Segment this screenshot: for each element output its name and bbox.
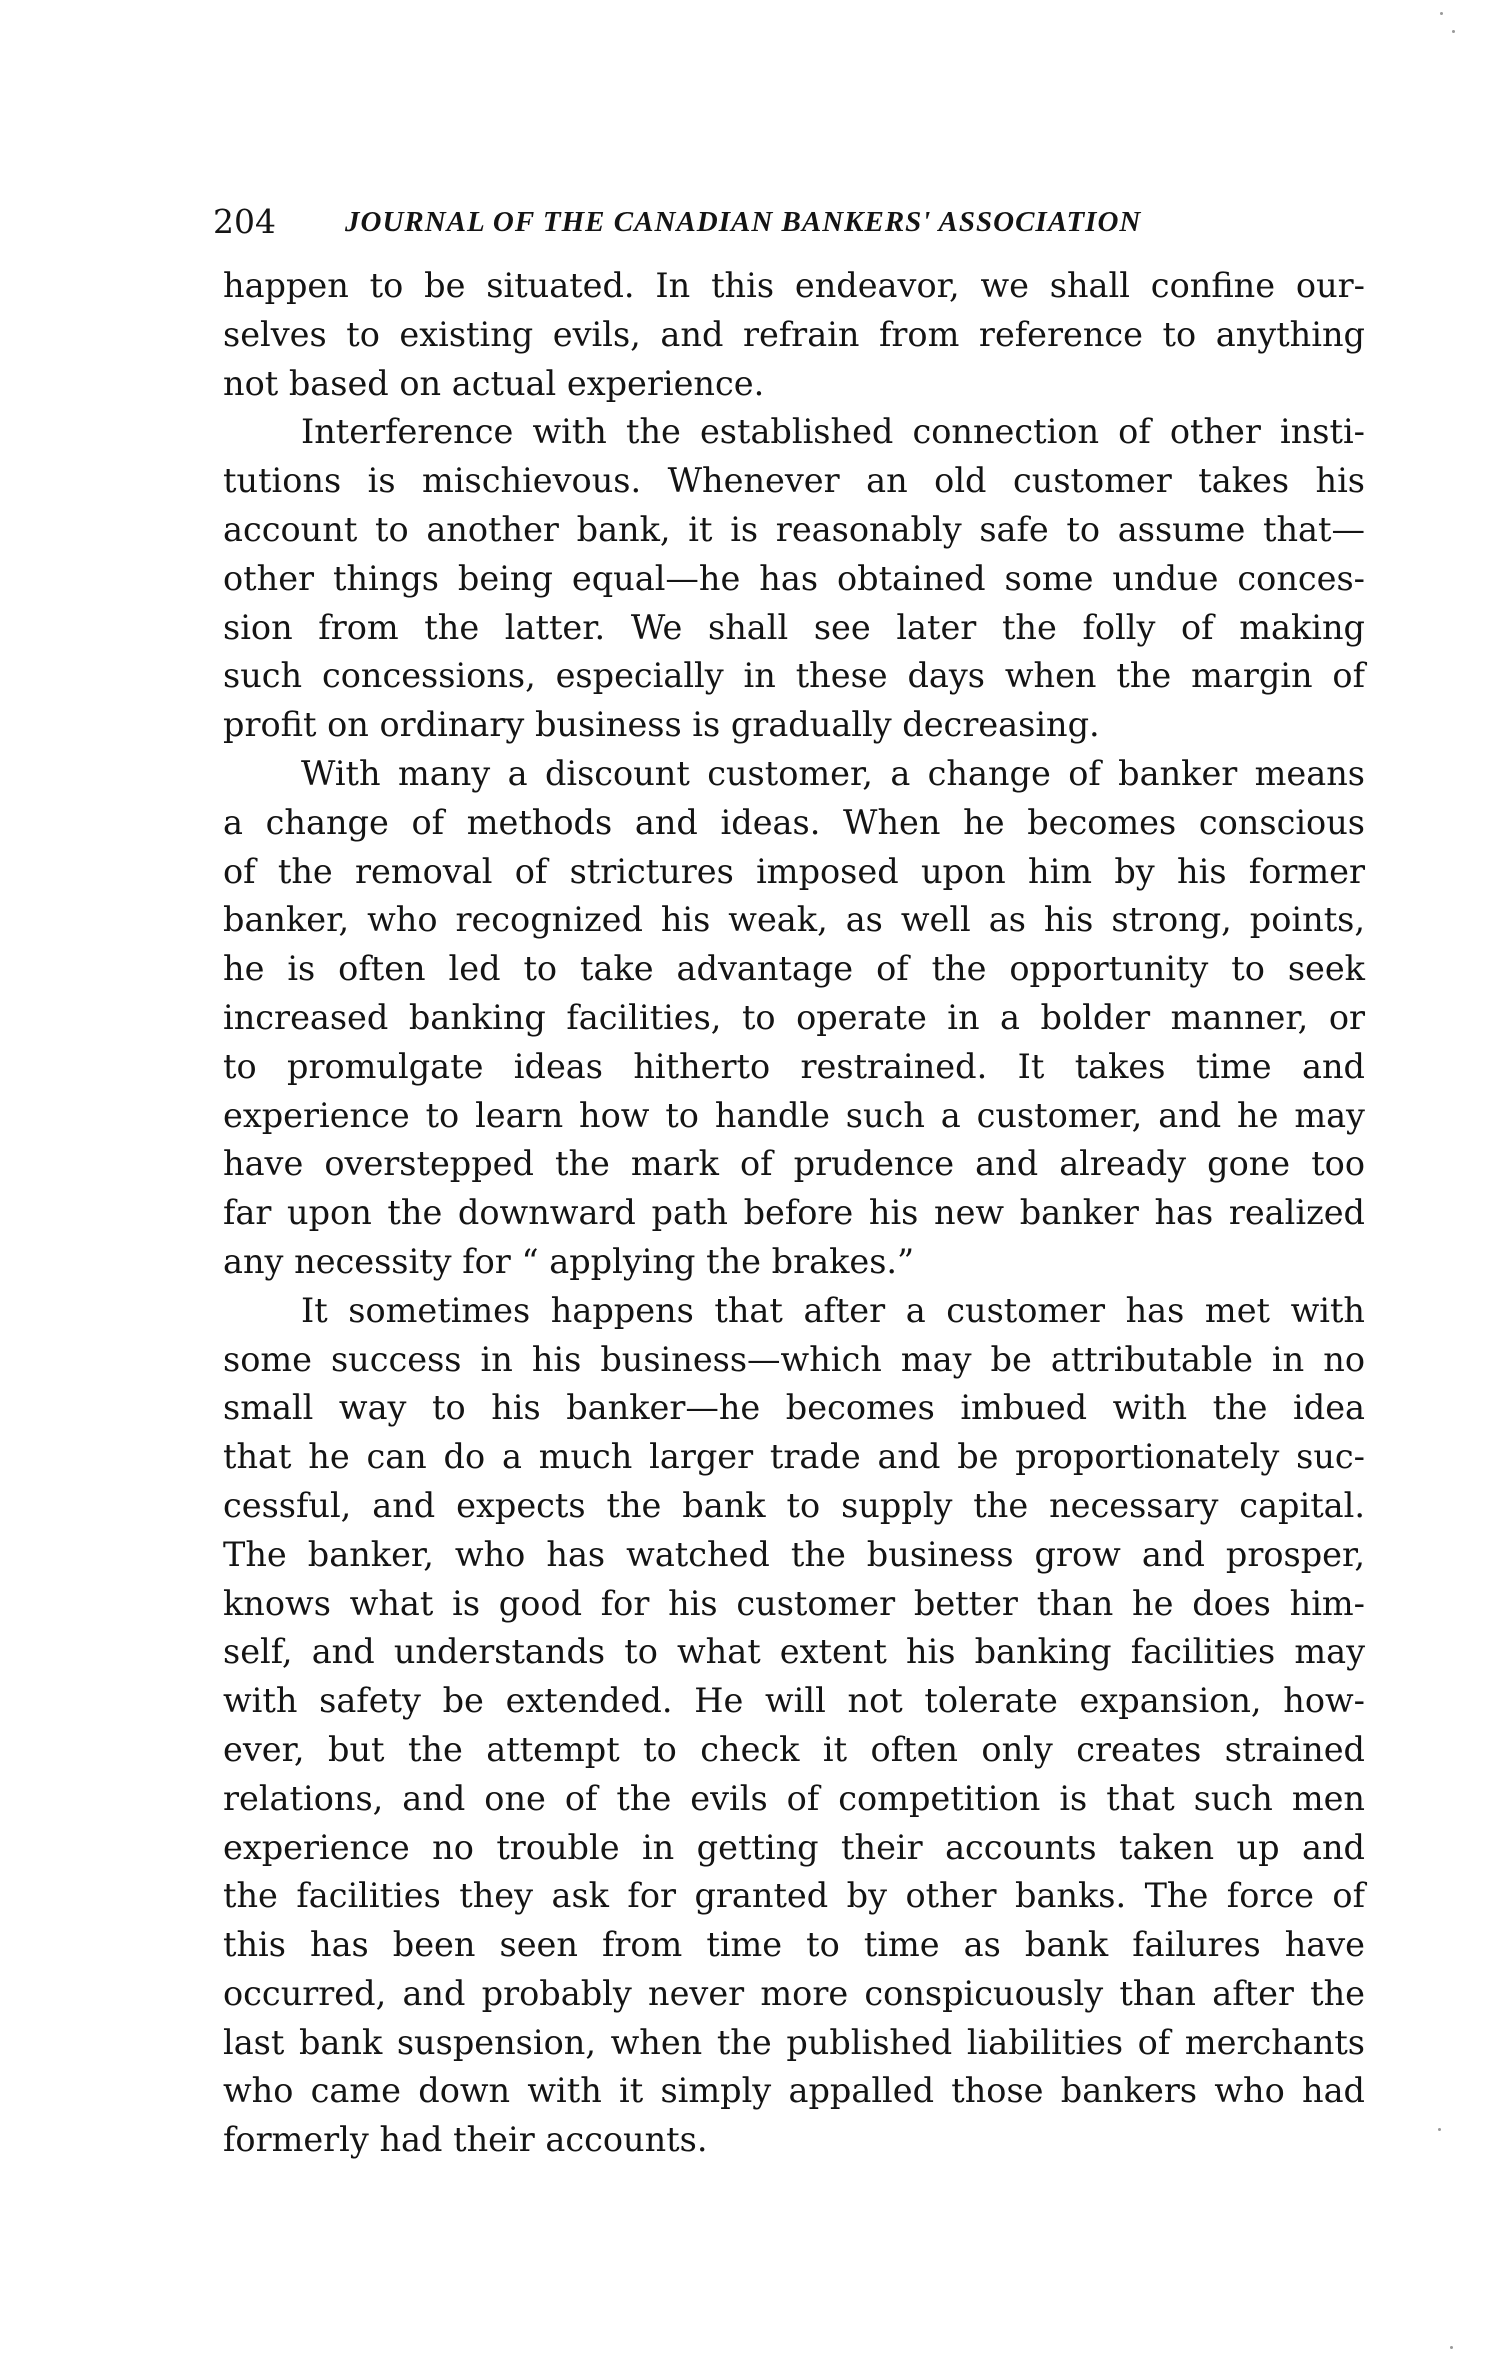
text-line: It sometimes happens that after a customer has met with xyxy=(301,1290,1365,1330)
text-line: sion from the latter. We shall see later the folly of making xyxy=(223,607,1365,647)
text-line: that he can do a much larger trade and be proportionately suc- xyxy=(223,1437,1365,1477)
text-line: of the removal of strictures imposed upon him by his former xyxy=(223,851,1365,891)
text-line: have overstepped the mark of prudence and already gone too xyxy=(223,1144,1365,1184)
text-line: not based on actual experience. xyxy=(223,363,765,403)
paragraph-2 xyxy=(223,408,1365,750)
text-line: with safety be extended. He will not tolerate expansion, how- xyxy=(223,1681,1365,1721)
text-line: self, and understands to what extent his banking facilities may xyxy=(223,1632,1365,1672)
text-line: selves to existing evils, and refrain from reference to anything xyxy=(223,314,1365,354)
text-line: ever, but the attempt to check it often only creates strained xyxy=(223,1729,1365,1769)
text-line: far upon the downward path before his new banker has realized xyxy=(223,1193,1365,1233)
text-line: tutions is mischievous. Whenever an old customer takes his xyxy=(223,461,1365,501)
text-line: a change of methods and ideas. When he becomes conscious xyxy=(223,802,1365,842)
text-line: to promulgate ideas hitherto restrained. It takes time and xyxy=(223,1046,1365,1086)
text-line: small way to his banker—he becomes imbued with the idea xyxy=(223,1388,1365,1428)
page-number: 204 xyxy=(213,202,276,241)
scan-speck xyxy=(1450,2346,1453,2349)
text-line: occurred, and probably never more conspicuously than after the xyxy=(223,1973,1365,2013)
text-line: other things being equal—he has obtained some undue conces- xyxy=(223,558,1365,598)
text-line: experience to learn how to handle such a customer, and he may xyxy=(223,1095,1365,1135)
text-line: knows what is good for his customer better than he does him- xyxy=(223,1583,1365,1623)
paragraph-4 xyxy=(223,1287,1365,2165)
text-line: The banker, who has watched the business grow and prosper, xyxy=(223,1534,1365,1574)
text-line: experience no trouble in getting their accounts taken up and xyxy=(223,1827,1365,1867)
text-line: banker, who recognized his weak, as well as his strong, points, xyxy=(223,900,1365,940)
text-line: account to another bank, it is reasonably safe to assume that— xyxy=(223,509,1365,549)
text-line: profit on ordinary business is gradually decreasing. xyxy=(223,705,1100,745)
scan-speck xyxy=(1452,30,1455,33)
text-line: formerly had their accounts. xyxy=(223,2120,708,2160)
text-line: Interference with the established connection of other insti- xyxy=(301,412,1365,452)
text-line: relations, and one of the evils of competition is that such men xyxy=(223,1778,1365,1818)
text-line: such concessions, especially in these days when the margin of xyxy=(223,656,1365,696)
text-line: the facilities they ask for granted by other banks. The force of xyxy=(223,1876,1365,1916)
scan-speck xyxy=(1440,12,1443,15)
journal-title: JOURNAL OF THE CANADIAN BANKERS' ASSOCIATION xyxy=(345,206,1142,238)
text-line: With many a discount customer, a change of banker means xyxy=(301,753,1365,793)
text-line: who came down with it simply appalled those bankers who had xyxy=(223,2071,1365,2111)
text-line: this has been seen from time to time as bank failures have xyxy=(223,1925,1365,1965)
text-line: cessful, and expects the bank to supply the necessary capital. xyxy=(223,1485,1365,1525)
text-line: he is often led to take advantage of the opportunity to seek xyxy=(223,949,1365,989)
scan-speck xyxy=(1438,2128,1441,2131)
text-line: increased banking facilities, to operate in a bolder manner, or xyxy=(223,997,1365,1037)
text-line: happen to be situated. In this endeavor, we shall confine our- xyxy=(223,266,1365,305)
text-line: any necessity for “ applying the brakes.” xyxy=(223,1241,915,1281)
paragraph-3 xyxy=(223,750,1365,1287)
text-line: some success in his business—which may be attributable in no xyxy=(223,1339,1365,1379)
running-head xyxy=(213,196,1273,244)
paragraph-1 xyxy=(223,262,1365,408)
text-line: last bank suspension, when the published liabilities of merchants xyxy=(223,2022,1365,2062)
body-text xyxy=(223,262,1365,2165)
